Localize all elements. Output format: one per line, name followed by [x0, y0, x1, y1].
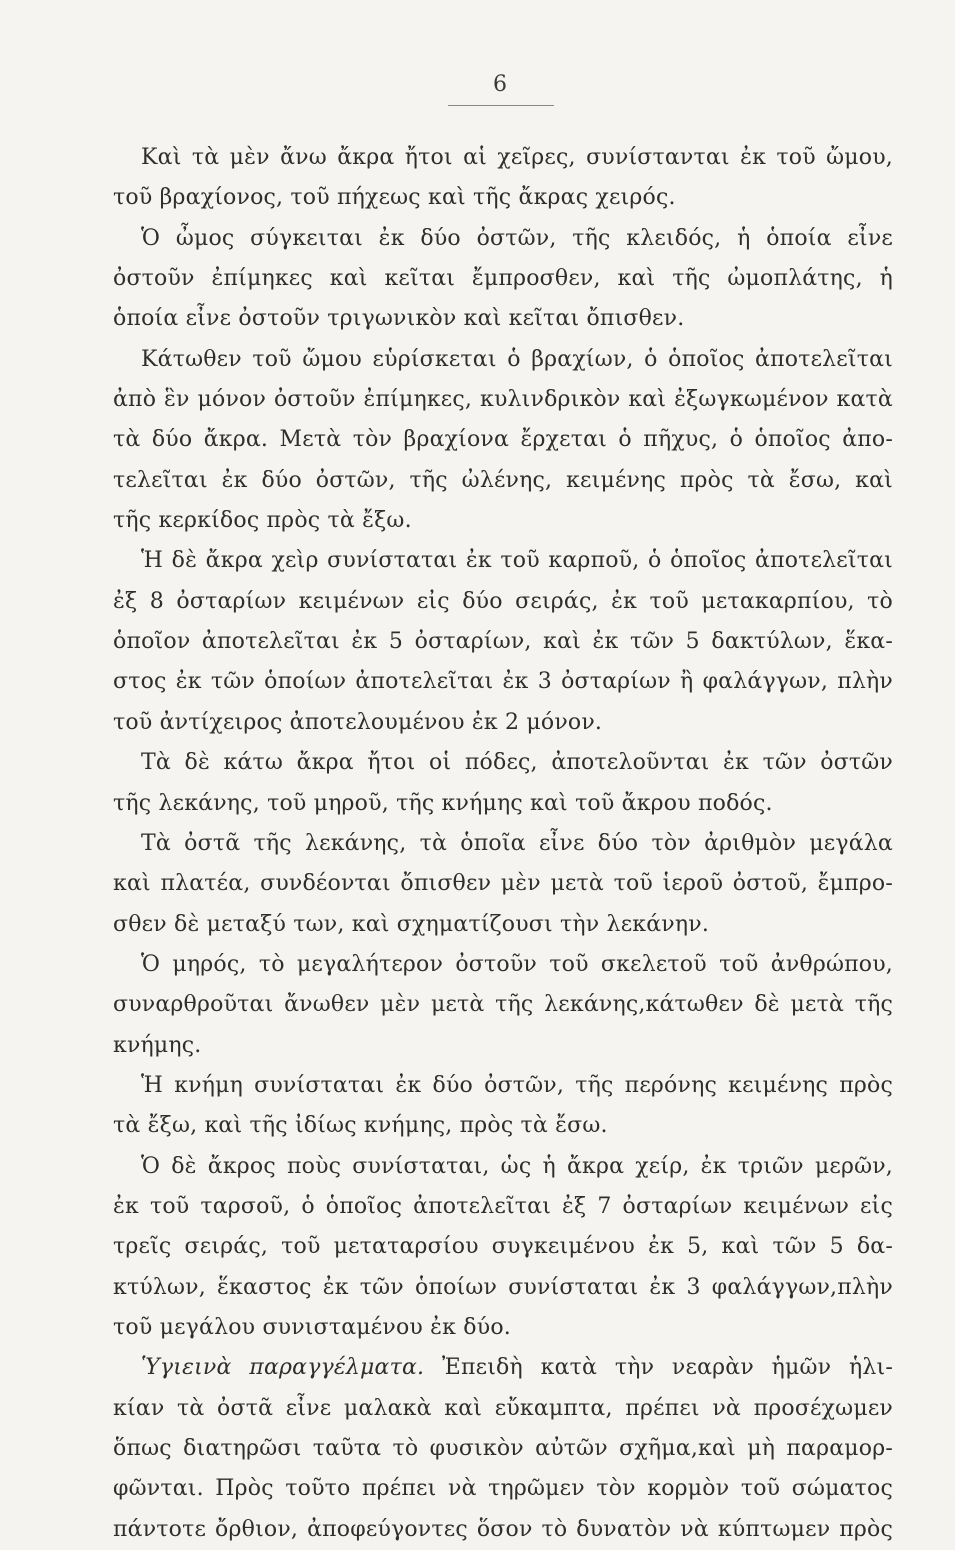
text-line: στος ἐκ τῶν ὁποίων ἀποτελεῖται ἐκ 3 ὀσταρίων ἢ φαλάγγων, πλὴν	[113, 669, 893, 695]
text-line: τῆς λεκάνης, τοῦ μηροῦ, τῆς κνήμης καὶ τοῦ ἄκρου ποδός.	[113, 790, 773, 816]
text-line: ὅπως διατηρῶσι ταῦτα τὸ φυσικὸν αὐτῶν σχῆμα,καὶ μὴ παραμορ-	[113, 1436, 893, 1461]
text-line: ὁποῖον ἀποτελεῖται ἐκ 5 ὀσταρίων, καὶ ἐκ τῶν 5 δακτύλων, ἕκα-	[113, 629, 893, 655]
text-line: Τὰ δὲ κάτω ἄκρα ἤτοι οἱ πόδες, ἀποτελοῦνται ἐκ τῶν ὀστῶν	[141, 750, 893, 776]
hygiene-heading: Ὑγιεινὰ παραγγέλματα.	[141, 1355, 425, 1381]
text-line: πάντοτε ὄρθιον, ἀποφεύγοντες ὅσον τὸ δυνατὸν νὰ κύπτωμεν πρὸς	[113, 1516, 893, 1542]
page-number: 6	[493, 72, 507, 97]
text-line: σθεν δὲ μεταξύ των, καὶ σχηματίζουσι τὴν λεκάνην.	[113, 911, 710, 937]
text-line: φῶνται. Πρὸς τοῦτο πρέπει νὰ τηρῶμεν τὸν κορμὸν τοῦ σώματος	[113, 1476, 893, 1502]
text-line: Ἡ δὲ ἄκρα χεὶρ συνίσταται ἐκ τοῦ καρποῦ, ὁ ὁποῖος ἀποτελεῖται	[141, 548, 893, 574]
header-rule	[448, 105, 554, 106]
text-line: Ἡ κνήμη συνίσταται ἐκ δύο ὀστῶν, τῆς περόνης κειμένης πρὸς	[141, 1072, 893, 1098]
text-line: Ὁ ὦμος σύγκειται ἐκ δύο ὀστῶν, τῆς κλειδός, ἡ ὁποία εἶνε	[141, 225, 893, 251]
text-line: Κάτωθεν τοῦ ὤμου εὑρίσκεται ὁ βραχίων, ὁ ὁποῖος ἀποτελεῖται	[141, 346, 893, 372]
text-line: τρεῖς σειράς, τοῦ μεταταρσίου συγκειμένου ἐκ 5, καὶ τῶν 5 δα-	[113, 1234, 893, 1260]
text-line: συναρθροῦται ἄνωθεν μὲν μετὰ τῆς λεκάνης,κάτωθεν δὲ μετὰ τῆς	[113, 992, 893, 1018]
text-line-rest: Ἐπειδὴ κατὰ τὴν νεαρὰν ἡμῶν ἡλι-	[424, 1355, 893, 1381]
text-line: Καὶ τὰ μὲν ἄνω ἄκρα ἤτοι αἱ χεῖρες, συνίστανται ἐκ τοῦ ὤμου,	[141, 145, 893, 170]
text-line: ἐξ 8 ὀσταρίων κειμένων εἰς δύο σειράς, ἐκ τοῦ μετακαρπίου, τὸ	[113, 588, 893, 614]
text-line: τοῦ ἀντίχειρος ἀποτελουμένου ἐκ 2 μόνον.	[113, 709, 603, 735]
text-line: ὀστοῦν ἐπίμηκες καὶ κεῖται ἔμπροσθεν, καὶ τῆς ὠμοπλάτης, ἡ	[113, 266, 893, 292]
text-line: κνήμης.	[113, 1032, 202, 1058]
text-line: κτύλων, ἕκαστος ἐκ τῶν ὁποίων συνίσταται ἐκ 3 φαλάγγων,πλὴν	[113, 1274, 893, 1300]
text-line: ἀπὸ ἓν μόνον ὀστοῦν ἐπίμηκες, κυλινδρικὸν καὶ ἐξωγκωμένον κατὰ	[113, 387, 893, 413]
text-line: τοῦ βραχίονος, τοῦ πήχεως καὶ τῆς ἄκρας χειρός.	[113, 185, 676, 211]
text-line: τελεῖται ἐκ δύο ὀστῶν, τῆς ὠλένης, κειμένης πρὸς τὰ ἔσω, καὶ	[113, 467, 893, 493]
text-line: τῆς κερκίδος πρὸς τὰ ἔξω.	[113, 508, 412, 534]
text-line: τὰ δύο ἄκρα. Μετὰ τὸν βραχίονα ἔρχεται ὁ πῆχυς, ὁ ὁποῖος ἀπο-	[113, 427, 893, 453]
text-line: καὶ πλατέα, συνδέονται ὄπισθεν μὲν μετὰ τοῦ ἱεροῦ ὀστοῦ, ἔμπρο-	[113, 871, 893, 897]
text-line: Ὁ μηρός, τὸ μεγαλήτερον ὀστοῦν τοῦ σκελετοῦ τοῦ ἀνθρώπου,	[141, 951, 893, 977]
text-line: ὁποία εἶνε ὀστοῦν τριγωνικὸν καὶ κεῖται ὄπισθεν.	[113, 306, 685, 332]
text-line: ἐκ τοῦ ταρσοῦ, ὁ ὁποῖος ἀποτελεῖται ἐξ 7 ὀσταρίων κειμένων εἰς	[113, 1193, 893, 1219]
text-line: τὰ ἔξω, καὶ τῆς ἰδίως κνήμης, πρὸς τὰ ἔσω.	[113, 1113, 608, 1139]
text-line: τοῦ μεγάλου συνισταμένου ἐκ δύο.	[113, 1314, 511, 1340]
text-line: Τὰ ὀστᾶ τῆς λεκάνης, τὰ ὁποῖα εἶνε δύο τὸν ἀριθμὸν μεγάλα	[141, 830, 893, 856]
text-line: κίαν τὰ ὀστᾶ εἶνε μαλακὰ καὶ εὔκαμπτα, πρέπει νὰ προσέχωμεν	[113, 1395, 893, 1421]
text-line-heading	[113, 1348, 893, 1388]
body-text	[113, 138, 893, 1550]
text-line: Ὁ δὲ ἄκρος ποὺς συνίσταται, ὡς ἡ ἄκρα χείρ, ἐκ τριῶν μερῶν,	[141, 1153, 893, 1179]
